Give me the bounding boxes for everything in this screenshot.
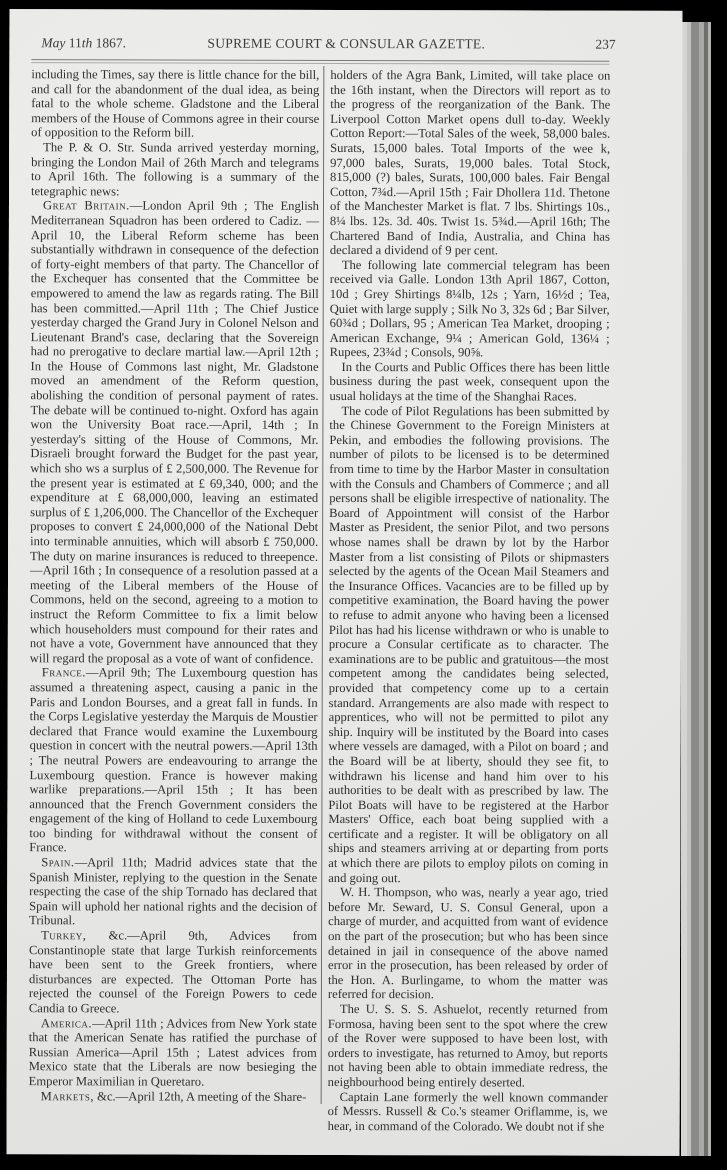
left-column bbox=[29, 67, 320, 1104]
column-divider bbox=[321, 66, 325, 1104]
page-number: 237 bbox=[595, 36, 616, 52]
page-header bbox=[39, 35, 616, 56]
news-section-france: France.—April 9th; The Luxembourg question has assumed a threatening aspect, causing a panic in the Paris and London Bourses, and a great fall in funds. In the Corps Legislative yesterday the Marquis de Moustier declared that France would examine the Luxembourg question in concert with the neutral powers.—April 13th ; The neutral Powers are endeavouring to arrange the Luxembourg question. France is however making warlike preparations.—April 15th ; It has been announced that the French Government considers the engagement of the king of Holland to cede Luxembourg too binding for withdrawal without the consent of France. bbox=[29, 665, 318, 855]
news-section-spain: Spain.—April 11th; Madrid advices state that the Spanish Minister, replying to the question in the Senate respecting the case of the ship Tornado has declared that Spain will uphold her national rights and the decision of Tribunal. bbox=[29, 855, 318, 928]
issue-date: May 11th 1867. bbox=[41, 35, 127, 51]
article-paragraph: including the Times, say there is little chance for the bill, and call for the abandonment of the dual idea, as being fatal to the whole scheme. Gladstone and the Liberal members of the House of Commons agree in their course of opposition to the Reform bill. bbox=[31, 67, 320, 140]
news-section-great-britain: Great Britain.—London April 9th ; The English Mediterranean Squadron has been ordered to Cadiz. —April 10, the Liberal Reform scheme has been substantially withdrawn in consequence of the defection of forty-eight members of that party. The Chancellor of the Exchequer has consented that the Committee be empowered to amend the law as regards rating. The Bill has been committed.—April 11th ; The Chief Justice yesterday charged the Grand Jury in Colonel Nelson and Lieutenant Brand's case, declaring that the Sovereign had no prerogative to declare martial law.—April 12th ; In the House of Commons last night, Mr. Gladstone moved an amendment of the Reform question, abolishing the condition of personal payment of rates. The debate will be continued to-night. Oxford has again won the University Boat race.—April, 14th ; In yesterday's sitting of the House of Commons, Mr. Disraeli brought forward the Budget for the past year, which sho ws a surplus of £ 2,500,000. The Revenue for the present year is estimated at £ 69,340, 000; and the expenditure at £ 68,000,000, leaving an estimated surplus of £ 1,206,000. The Chancellor of the Exchequer proposes to convert £ 24,000,000 of the National Debt into terminable annuities, which will absorb £ 750,000. The duty on marine insurances is reduced to threepence.—April 16th ; In consequence of a resolution passed at a meeting of the Liberal members of the House of Commons, held on the second, agreeing to a motion to instruct the Reform Committee to fix a limit below which householders must compound for their rates and not have a vote, Government have announced that they will regard the proposal as a vote of want of confidence. bbox=[29, 198, 320, 666]
news-section-america: America.—April 11th ; Advices from New York state that the American Senate has ratified the purchase of Russian America—April 15th ; Latest advices from Mexico state that the Liberals are now besieging the Emperor Maximilian in Queretaro. bbox=[28, 1015, 317, 1089]
article-paragraph: The U. S. S. S. Ashuelot, recently returned from Formosa, having been sent to the spot where the crew of the Rover were supposed to have been lost, with orders to investigate, has returned to Amoy, but reports not having been able to obtain immediate redress, the neighbourhood being entirely deserted. bbox=[327, 1001, 608, 1090]
section-heading: America. bbox=[40, 1015, 93, 1030]
section-heading: Great Britain. bbox=[42, 198, 130, 213]
header-rule bbox=[31, 62, 609, 65]
page-edge bbox=[691, 22, 699, 1156]
newspaper-page bbox=[7, 9, 683, 1156]
section-heading: Markets, bbox=[40, 1088, 95, 1103]
article-paragraph: Captain Lane formerly the well known commander of Messrs. Russell & Co.'s steamer Oriflamme, is, we hear, in command of the Colorado. We doubt not if she bbox=[327, 1089, 608, 1134]
article-paragraph: W. H. Thompson, who was, nearly a year ago, tried before Mr. Seward, U. S. Consul General, upon a charge of murder, and acquitted from want of evidence on the part of the prosecution; but who has been since detained in jail in consequence of the above named error in the prosecution, has been released by order of the Hon. A. Burlingame, to whom the matter was referred for decision. bbox=[327, 885, 609, 1002]
article-paragraph: The following late commercial telegram has been received via Galle. London 13th April 1867, Cotton, 10d ; Grey Shirtings 8¼lb, 12s ; Yarn, 16½d ; Tea, Quiet with large supply ; Silk No 3, 32s 6d ; Bar Silver, 60¾d ; Dollars, 95 ; American Tea Market, drooping ; American Exchange, 9¼ ; American Gold, 136¼ ; Rupees, 23¾d ; Consols, 90⅝. bbox=[329, 257, 610, 360]
publication-title: SUPREME COURT & CONSULAR GAZETTE. bbox=[207, 35, 486, 52]
section-heading: Spain. bbox=[41, 855, 75, 870]
news-section-turkey: Turkey, &c.—April 9th, Advices from Constantinople state that large Turkish reinforcements have been sent to the Greek frontiers, where disturbances are expected. The Ottoman Porte has rejected the counsel of the Foreign Powers to cede Candia to Greece. bbox=[28, 928, 318, 1016]
section-heading: France. bbox=[41, 665, 86, 680]
article-paragraph: In the Courts and Public Offices there has been little business during the past week, consequent upon the usual holidays at the time of the Shanghai Races. bbox=[329, 359, 610, 404]
page-edge bbox=[708, 22, 711, 1156]
news-section-markets: Markets, &c.—April 12th, A meeting of the Share- bbox=[40, 1088, 307, 1104]
right-column bbox=[328, 68, 611, 1134]
section-heading: Turkey, bbox=[41, 928, 87, 943]
article-paragraph: holders of the Agra Bank, Limited, will take place on the 16th instant, when the Directors will report as to the progress of the reorganization of the Bank. The Liverpool Cotton Market opens dull to-day. Weekly Cotton Report:—Total Sales of the week, 58,000 bales. Surats, 15,000 bales. Total Imports of the wee k, 97,000 bales, Surats, 19,000 bales. Total Stock, 815,000 (?) bales, Surats, 100,000 bales. Fair Bengal Cotton, 7¾d.—April 15th ; Fair Dhollera 11d. Thetone of the Manchester Market is flat. 7 lbs. Shirtings 10s., 8¼ lbs. 12s. 3d. 40s. Twist 1s. 5¾d.—April 16th; The Chartered Band of India, Australia, and China has declared a dividend of 9 per cent. bbox=[329, 67, 611, 258]
article-paragraph: The code of Pilot Regulations has been submitted by the Chinese Government to the Foreign Ministers at Pekin, and embodies the following provisions. The number of pilots to be licensed is to be determined from time to time by the Harbor Master in consultation with the Consuls and Chambers of Commerce ; and all persons shall be eligible irrespective of nationality. The Board of Appointment will consist of the Harbor Master as President, the senior Pilot, and two persons whose names shall be drawn by lot by the Harbor Master from a list consisting of Pilots or shipmasters selected by the agents of the Ocean Mail Steamers and the Insurance Offices. Vacancies are to be filled up by competitive examination, the Board having the power to refuse to admit anyone who having been a licensed Pilot has had his license withdrawn or who is unable to procure a Consular certificate as to character. The examinations are to be public and gratuitous—the most competent among the candidates being selected, provided that competency come up to a certain standard. Arrangements are also made with respect to apprentices, who will not be permitted to pilot any ship. Inquiry will be instituted by the Board into cases where vessels are damaged, with a Pilot on board ; and the Board will be at liberty, should they see fit, to withdrawn his license and hand him over to his authorities to be dealt with as prescribed by law. The Pilot Boats will have to be registered at the Harbor Masters' Office, each boat being supplied with a certificate and a register. It will be obligatory on all ships and steamers arriving at or departing from ports at which there are pilots to employ pilots on coming in and going out. bbox=[328, 403, 610, 885]
article-paragraph: The P. & O. Str. Sunda arrived yesterday morning, bringing the London Mail of 26th March and telegrams to April 16th. The following is a summary of the tetegraphic news: bbox=[31, 140, 320, 199]
header-rule bbox=[31, 59, 609, 62]
